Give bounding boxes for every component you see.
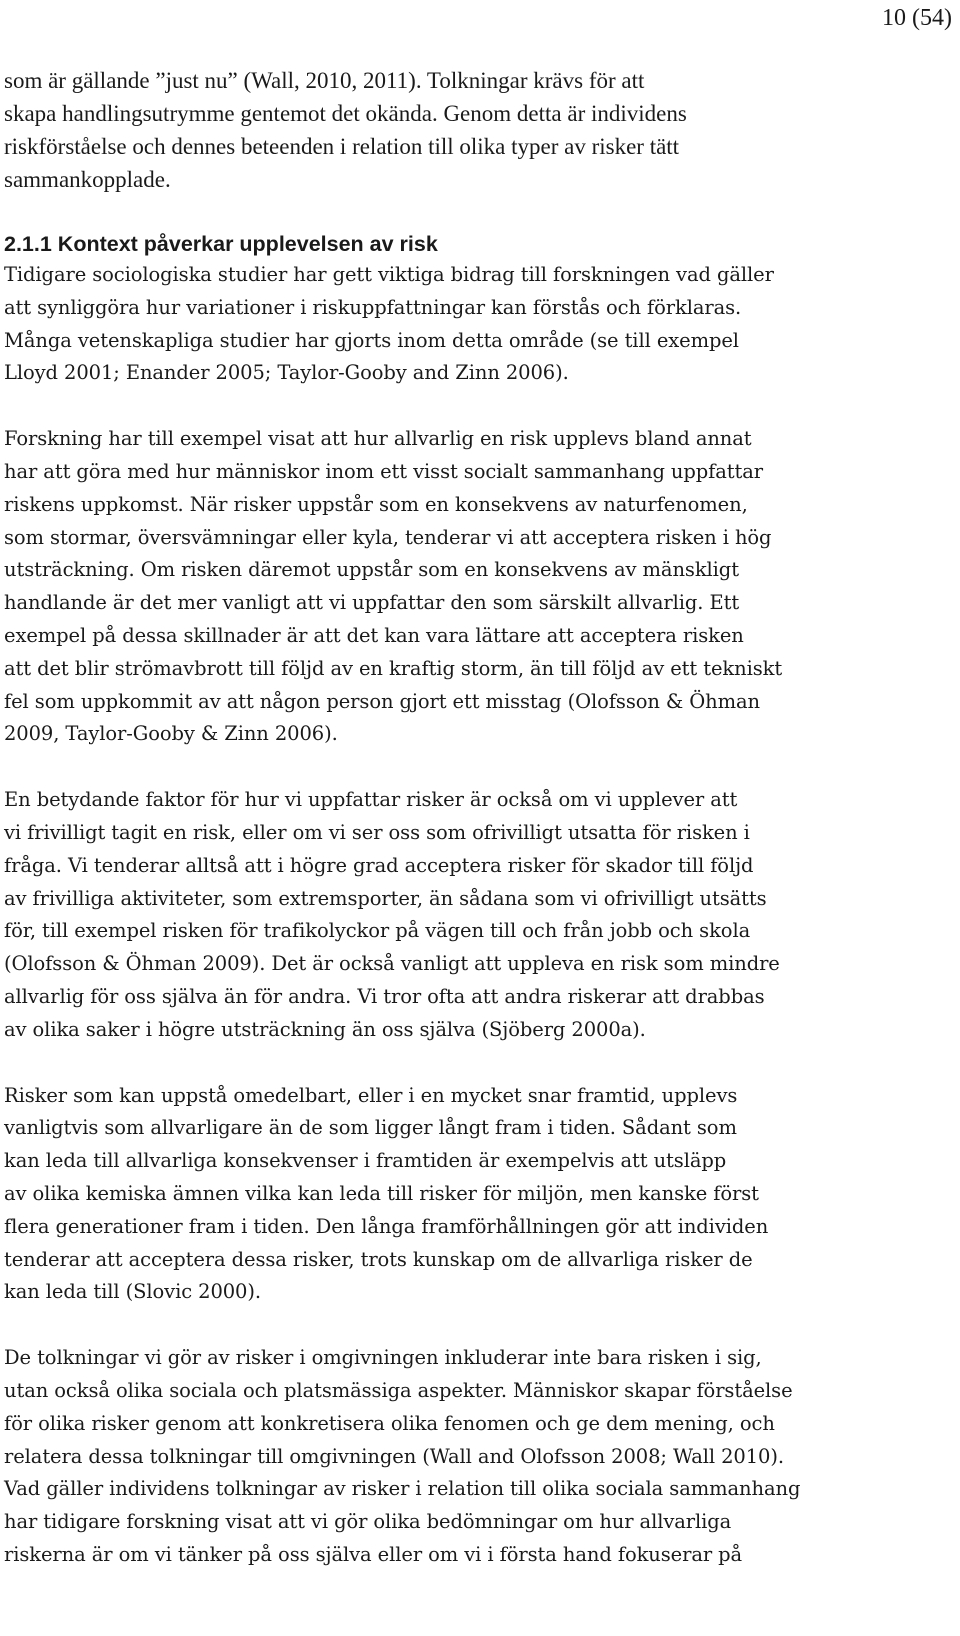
paragraph-1	[4, 259, 914, 390]
text-line: att synliggöra hur variationer i riskuppfattningar kan förstås och förklaras.	[4, 295, 742, 319]
text-line: som stormar, översvämningar eller kyla, tenderar vi att acceptera risken i hög	[4, 525, 772, 549]
text-line: tenderar att acceptera dessa risker, trots kunskap om de allvarliga risker de	[4, 1247, 753, 1271]
text-line: Tidigare sociologiska studier har gett viktiga bidrag till forskningen vad gäller	[4, 263, 774, 286]
paragraph-5	[4, 1342, 914, 1572]
spacer	[4, 390, 914, 423]
text-line: Lloyd 2001; Enander 2005; Taylor-Gooby and Zinn 2006).	[4, 361, 569, 385]
spacer	[4, 1309, 914, 1342]
text-line: handlande är det mer vanligt att vi uppfattar den som särskilt allvarlig. Ett	[4, 591, 740, 615]
intro-paragraph	[4, 64, 914, 196]
text-line: sammankopplade.	[4, 167, 171, 192]
text-line: utsträckning. Om risken däremot uppstår som en konsekvens av mänskligt	[4, 558, 739, 582]
section-heading: 2.1.1 Kontext påverkar upplevelsen av risk	[4, 232, 438, 256]
text-line: Många vetenskapliga studier har gjorts inom detta område (se till exempel	[4, 328, 739, 352]
text-line: som är gällande ”just nu” (Wall, 2010, 2011). Tolkningar krävs för att	[4, 68, 645, 93]
text-line: Forskning har till exempel visat att hur allvarlig en risk upplevs bland annat	[4, 427, 752, 451]
text-line: riskens uppkomst. När risker uppstår som en konsekvens av naturfenomen,	[4, 492, 748, 516]
text-line: flera generationer fram i tiden. Den långa framförhållningen gör att individen	[4, 1214, 769, 1238]
paragraph-3	[4, 784, 914, 1046]
text-line: att det blir strömavbrott till följd av en kraftig storm, än till följd av ett tekniskt	[4, 656, 783, 680]
spacer	[4, 196, 914, 229]
text-line: för olika risker genom att konkretisera olika fenomen och ge dem mening, och	[4, 1411, 775, 1435]
text-line: vanligtvis som allvarligare än de som ligger långt fram i tiden. Sådant som	[4, 1116, 737, 1140]
text-line: av olika saker i högre utsträckning än oss själva (Sjöberg 2000a).	[4, 1017, 646, 1041]
text-line: utan också olika sociala och platsmässiga aspekter. Människor skapar förståelse	[4, 1378, 793, 1402]
paragraph-4	[4, 1080, 914, 1310]
text-line: har tidigare forskning visat att vi gör olika bedömningar om hur allvarliga	[4, 1510, 732, 1534]
text-line: för, till exempel risken för trafikolyckor på vägen till och från jobb och skola	[4, 919, 751, 943]
text-line: fel som uppkommit av att någon person gjort ett misstag (Olofsson & Öhman	[4, 689, 761, 713]
text-line: Vad gäller individens tolkningar av risker i relation till olika sociala sammanhang	[4, 1477, 801, 1501]
text-line: 2009, Taylor-Gooby & Zinn 2006).	[4, 722, 338, 746]
text-line: De tolkningar vi gör av risker i omgivningen inkluderar inte bara risken i sig,	[4, 1346, 762, 1370]
text-line: relatera dessa tolkningar till omgivningen (Wall and Olofsson 2008; Wall 2010).	[4, 1444, 784, 1468]
text-line: kan leda till allvarliga konsekvenser i framtiden är exempelvis att utsläpp	[4, 1149, 727, 1173]
spacer	[4, 751, 914, 784]
text-line: Risker som kan uppstå omedelbart, eller i en mycket snar framtid, upplevs	[4, 1083, 738, 1107]
spacer	[4, 1047, 914, 1080]
text-line: exempel på dessa skillnader är att det kan vara lättare att acceptera risken	[4, 623, 744, 647]
text-line: har att göra med hur människor inom ett visst socialt sammanhang uppfattar	[4, 459, 764, 483]
text-line: fråga. Vi tenderar alltså att i högre grad acceptera risker för skador till följd	[4, 853, 754, 877]
text-line: riskförståelse och dennes beteenden i relation till olika typer av risker tätt	[4, 134, 680, 159]
text-line: av frivilliga aktiviteter, som extremsporter, än sådana som vi ofrivilligt utsätts	[4, 886, 767, 910]
text-line: av olika kemiska ämnen vilka kan leda till risker för miljön, men kanske först	[4, 1181, 759, 1205]
text-line: vi frivilligt tagit en risk, eller om vi ser oss som ofrivilligt utsatta för risken i	[4, 820, 750, 844]
document-body	[4, 64, 914, 1572]
text-line: riskerna är om vi tänker på oss själva eller om vi i första hand fokuserar på	[4, 1542, 743, 1566]
text-line: kan leda till (Slovic 2000).	[4, 1280, 261, 1304]
page-number: 10 (54)	[882, 5, 952, 31]
paragraph-2	[4, 423, 914, 751]
text-line: skapa handlingsutrymme gentemot det okända. Genom detta är individens	[4, 101, 687, 126]
text-line: En betydande faktor för hur vi uppfattar risker är också om vi upplever att	[4, 788, 738, 812]
text-line: (Olofsson & Öhman 2009). Det är också vanligt att uppleva en risk som mindre	[4, 952, 780, 976]
text-line: allvarlig för oss själva än för andra. Vi tror ofta att andra riskerar att drabbas	[4, 984, 765, 1008]
